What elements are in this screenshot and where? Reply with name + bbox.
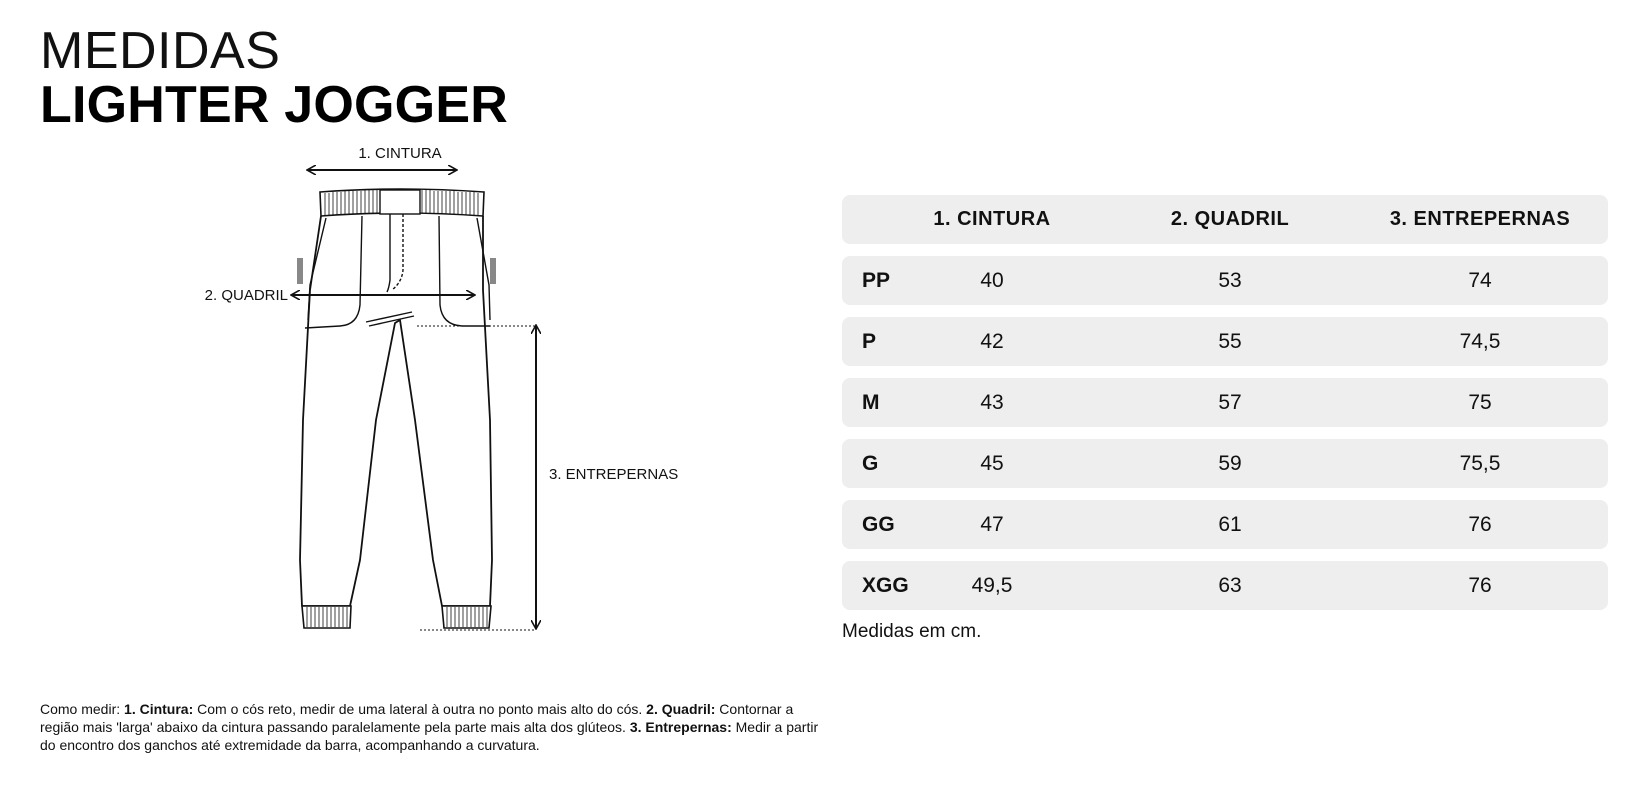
units-note: Medidas em cm. (842, 621, 982, 642)
header-quadril: 2. QUADRIL (1170, 208, 1290, 230)
header-entrepernas: 3. ENTREPERNAS (1389, 208, 1571, 230)
pockets (305, 214, 490, 328)
hip-label: 2. QUADRIL (204, 287, 288, 304)
pants-outline (300, 216, 492, 606)
table-row (842, 256, 1608, 305)
title-line-2: LIGHTER JOGGER (40, 76, 508, 134)
size-label: P (862, 329, 877, 353)
size-label: PP (862, 268, 891, 292)
entrepernas-value: 76 (1468, 512, 1492, 536)
entrepernas-value: 75,5 (1459, 451, 1501, 475)
size-label: XGG (862, 573, 909, 597)
entrepernas-value: 74 (1468, 268, 1492, 292)
title-line-1: MEDIDAS (40, 22, 281, 80)
cintura-value: 40 (980, 268, 1004, 292)
cintura-value: 43 (980, 390, 1004, 414)
table-header (842, 195, 1608, 244)
table-row (842, 561, 1608, 610)
cuffs (302, 606, 491, 628)
quadril-value: 53 (1218, 268, 1242, 292)
howto-term-entrepernas: 3. Entrepernas: (629, 719, 732, 735)
howto-term-cintura: 1. Cintura: (124, 701, 194, 717)
inseam-label: 3. ENTREPERNAS (549, 466, 679, 483)
howto-desc-quadril: Contornar a região mais 'larga' abaixo da cintura passando paralelamente pela parte mais alta dos glúteos. (40, 701, 794, 735)
pants-illustration (190, 140, 730, 670)
howto-intro: Como medir: (40, 701, 125, 717)
quadril-value: 57 (1218, 390, 1242, 414)
howto-desc-cintura: Com o cós reto, medir de uma lateral à outra no ponto mais alto do cós. (193, 701, 647, 717)
entrepernas-value: 74,5 (1459, 329, 1501, 353)
quadril-value: 63 (1218, 573, 1242, 597)
table-row (842, 378, 1608, 427)
cintura-value: 42 (980, 329, 1004, 353)
waistband (320, 189, 484, 216)
pants-diagram (190, 140, 730, 670)
size-label: G (862, 451, 879, 475)
entrepernas-value: 75 (1468, 390, 1492, 414)
cintura-value: 49,5 (971, 573, 1013, 597)
howto-term-quadril: 2. Quadril: (646, 701, 716, 717)
quadril-value: 61 (1218, 512, 1242, 536)
table-row (842, 317, 1608, 366)
size-label: GG (862, 512, 895, 536)
size-table (842, 195, 1608, 622)
header-cintura: 1. CINTURA (933, 208, 1051, 230)
page-title (40, 24, 508, 132)
size-label: M (862, 390, 880, 414)
how-to-measure (40, 700, 820, 754)
waist-label: 1. CINTURA (358, 145, 442, 162)
howto-desc-entrepernas: Medir a partir do encontro dos ganchos até extremidade da barra, acompanhando a curvatura. (40, 719, 819, 753)
cintura-value: 45 (980, 451, 1004, 475)
entrepernas-value: 76 (1468, 573, 1492, 597)
quadril-value: 59 (1218, 451, 1242, 475)
quadril-value: 55 (1218, 329, 1242, 353)
cintura-value: 47 (980, 512, 1004, 536)
table-row (842, 500, 1608, 549)
table-row (842, 439, 1608, 488)
